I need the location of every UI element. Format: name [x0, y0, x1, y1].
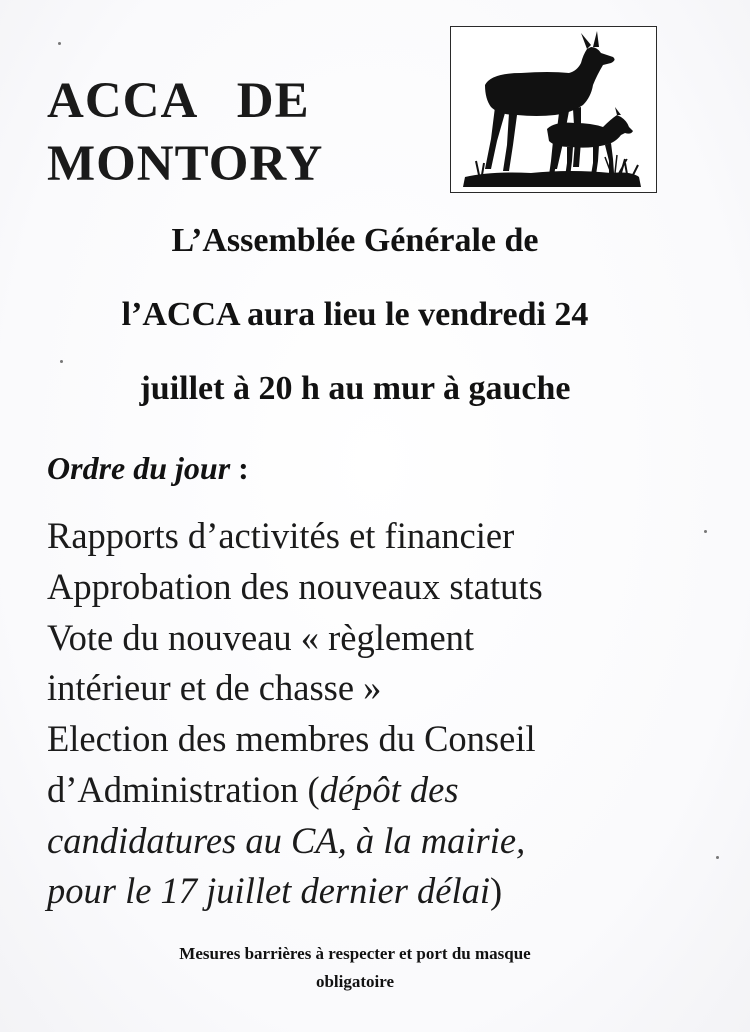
election-plain-text: d’Administration ( — [47, 769, 320, 810]
announcement-line-1: L’Assemblée Générale de — [171, 222, 539, 259]
election-closing-paren: ) — [490, 870, 503, 911]
agenda-heading-colon: : — [230, 450, 249, 486]
deer-silhouette-icon — [451, 27, 655, 191]
agenda-item-reports: Rapports d’activités et financier — [47, 515, 515, 556]
agenda-item-vote-line-1: Vote du nouveau « règlement — [47, 617, 475, 658]
title-line-2: MONTORY — [47, 136, 324, 192]
scan-speck — [58, 42, 61, 45]
announcement-line-2: l’ACCA aura lieu le vendredi 24 — [121, 296, 589, 333]
agenda-heading — [47, 452, 249, 484]
agenda-item-statutes: Approbation des nouveaux statuts — [47, 566, 543, 607]
election-italic-text-3: pour le 17 juillet dernier délai — [47, 870, 491, 911]
agenda-item-election-line-1: Election des membres du Conseil — [47, 718, 536, 759]
agenda-heading-text: Ordre du jour — [47, 450, 231, 486]
agenda-item-election-line-2 — [47, 769, 459, 810]
election-italic-text-1: dépôt des — [319, 769, 459, 810]
scan-speck — [716, 856, 719, 859]
agenda-item-election-line-3 — [47, 820, 526, 861]
scan-speck — [704, 530, 707, 533]
deer-logo-frame — [450, 26, 657, 193]
election-italic-text-2: candidatures au CA, à la mairie, — [47, 820, 526, 861]
scan-speck — [60, 360, 63, 363]
footer-notice-line-2: obligatoire — [315, 972, 395, 991]
announcement-line-3: juillet à 20 h au mur à gauche — [139, 370, 571, 407]
agenda-item-election-line-4 — [47, 870, 503, 911]
agenda-item-vote-line-2: intérieur et de chasse » — [47, 667, 382, 708]
footer-notice-line-1: Mesures barrières à respecter et port du masque — [179, 944, 531, 963]
title-line-1: ACCA DE — [47, 73, 310, 129]
